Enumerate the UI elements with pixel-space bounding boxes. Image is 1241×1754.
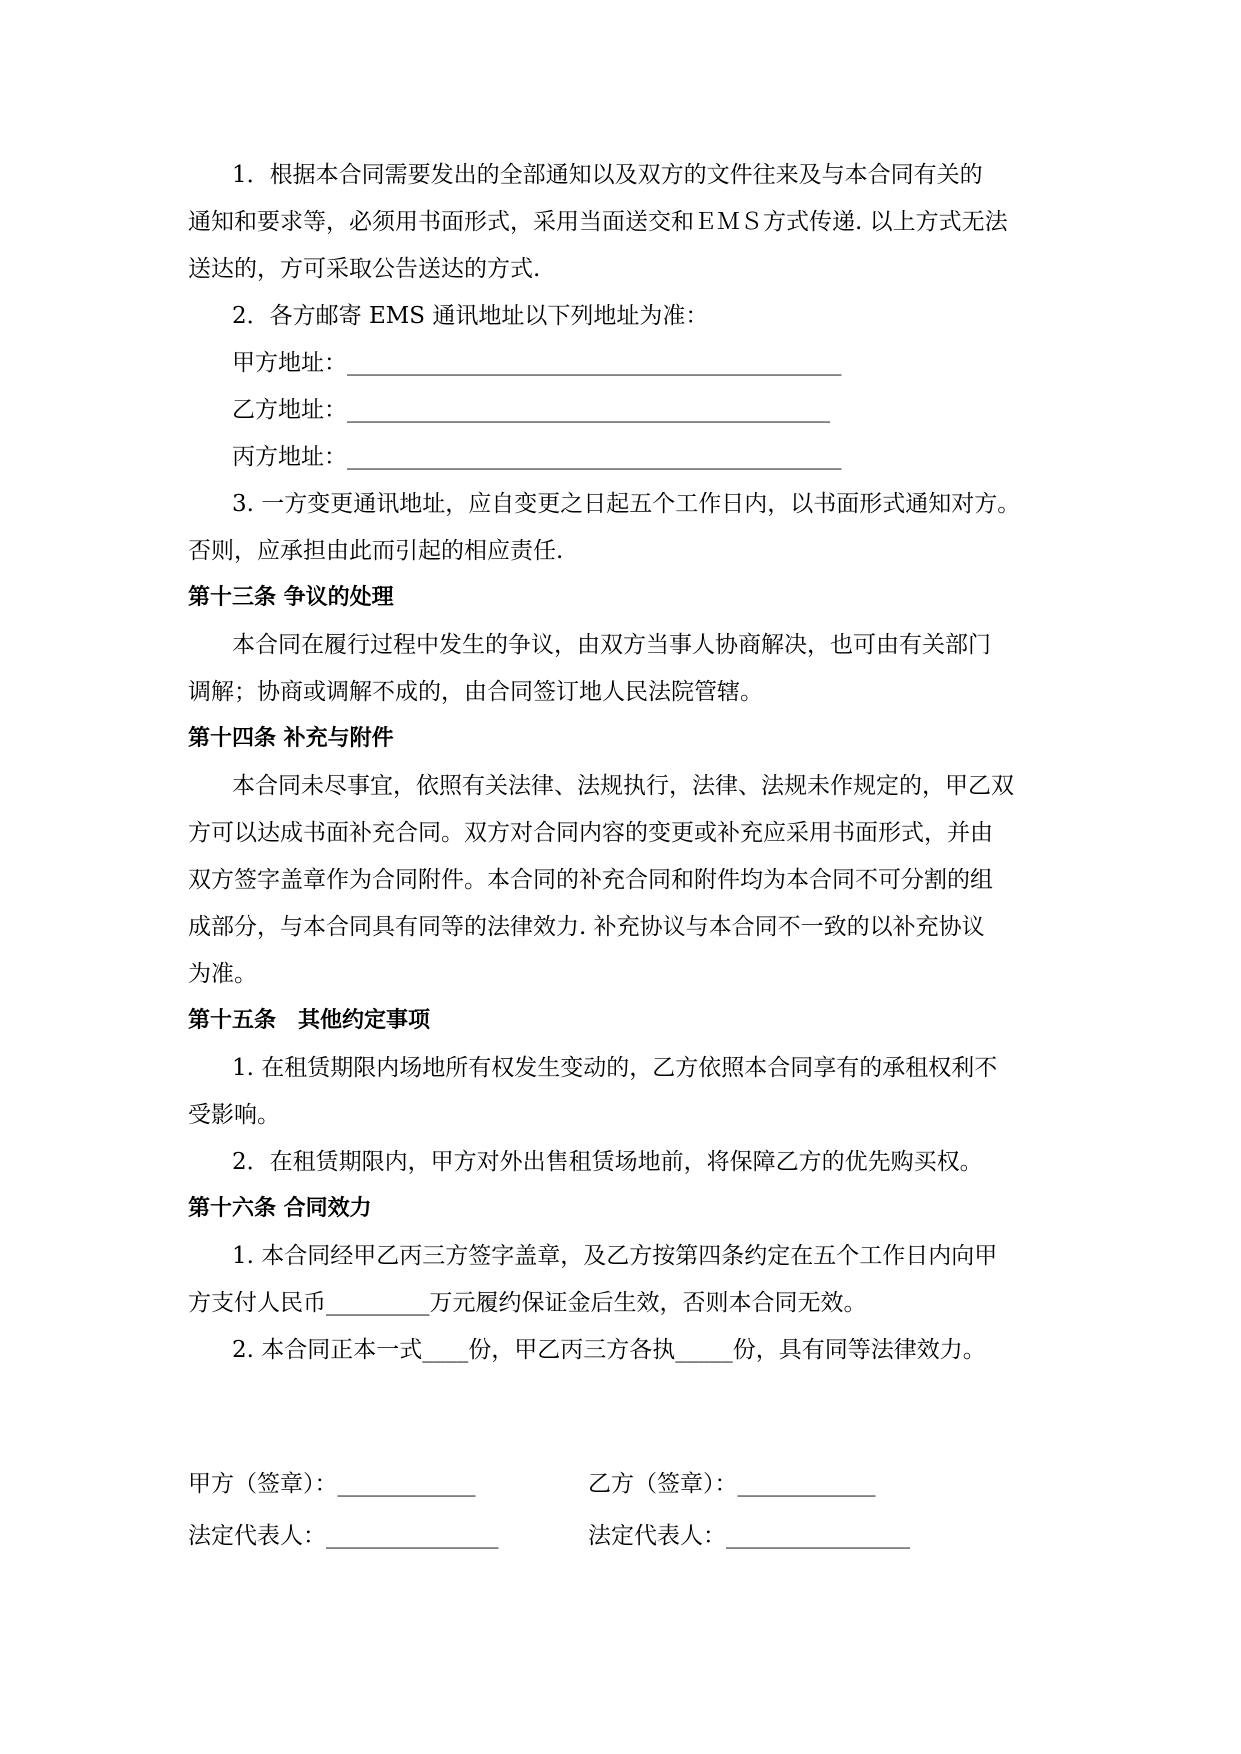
clause-12-item-3-line-2: 否则，应承担由此而引起的相应责任. (188, 538, 564, 564)
clause-12-item-1-line-3: 送达的，方可采取公告送达的方式. (188, 256, 541, 282)
clause-14-line-4: 成部分，与本合同具有同等的法律效力. 补充协议与本合同不一致的以补充协议 (188, 914, 985, 940)
clause-14-line-2: 方可以达成书面补充合同。双方对合同内容的变更或补充应采用书面形式，并由 (188, 820, 993, 846)
clause-14-line-3: 双方签字盖章作为合同附件。本合同的补充合同和附件均为本合同不可分割的组 (188, 867, 993, 893)
clause-12-item-1-line-1: 1．根据本合同需要发出的全部通知以及双方的文件往来及与本合同有关的 (232, 162, 983, 188)
clause-12-item-2: 2．各方邮寄 EMS 通讯地址以下列地址为准： (232, 303, 709, 329)
clause-14-line-1: 本合同未尽事宜，依照有关法律、法规执行，法律、法规未作规定的，甲乙双 (232, 773, 1014, 799)
party-b-address: 乙方地址：__________________________________________ (232, 397, 830, 423)
clause-13-line-2: 调解；协商或调解不成的，由合同签订地人民法院管辖。 (188, 679, 763, 705)
clause-16-item-2: 2. 本合同正本一式____份，甲乙丙三方各执_____份，具有同等法律效力。 (232, 1337, 986, 1363)
clause-14-heading: 第十四条 补充与附件 (188, 726, 394, 751)
clause-14-line-5: 为准。 (188, 961, 257, 987)
clause-16-heading: 第十六条 合同效力 (188, 1196, 372, 1221)
clause-12-item-1-line-2: 通知和要求等，必须用书面形式，采用当面送交和ＥＭＳ方式传递. 以上方式无法 (188, 209, 1008, 235)
clause-13-heading: 第十三条 争议的处理 (188, 585, 394, 610)
clause-15-heading: 第十五条 其他约定事项 (188, 1008, 431, 1033)
clause-15-item-2: 2．在租赁期限内，甲方对外出售租赁场地前，将保障乙方的优先购买权。 (232, 1149, 983, 1175)
clause-12-item-3-line-1: 3. 一方变更通讯地址，应自变更之日起五个工作日内，以书面形式通知对方。 (232, 491, 1021, 517)
party-a-signature-field: 甲方（签章）：____________ (188, 1471, 476, 1497)
clause-16-item-1-line-2: 方支付人民币_________万元履约保证金后生效，否则本合同无效。 (188, 1290, 867, 1316)
clause-15-item-1-line-2: 受影响。 (188, 1102, 280, 1128)
party-c-address: 丙方地址：___________________________________________ (232, 444, 842, 470)
party-a-representative-field: 法定代表人：_______________ (188, 1523, 499, 1549)
clause-13-line-1: 本合同在履行过程中发生的争议，由双方当事人协商解决，也可由有关部门 (232, 632, 991, 658)
party-b-signature-field: 乙方（签章）：____________ (588, 1471, 876, 1497)
party-b-representative-field: 法定代表人：________________ (588, 1523, 910, 1549)
party-a-address: 甲方地址：___________________________________________ (232, 350, 842, 376)
clause-15-item-1-line-1: 1. 在租赁期限内场地所有权发生变动的，乙方依照本合同享有的承租权利不 (232, 1055, 998, 1081)
clause-16-item-1-line-1: 1. 本合同经甲乙丙三方签字盖章，及乙方按第四条约定在五个工作日内向甲 (232, 1243, 998, 1269)
